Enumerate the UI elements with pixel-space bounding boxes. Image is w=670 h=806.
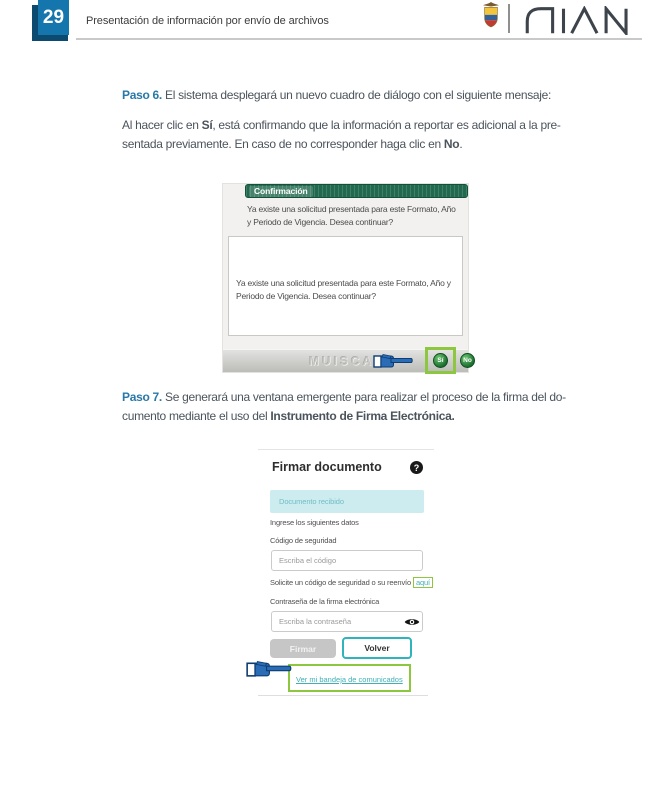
paso6-line1-cont: , está confirmando que la información a reportar es adicional a la pre- xyxy=(212,118,561,132)
header-divider xyxy=(76,38,642,40)
dialog-title: Confirmación xyxy=(249,186,313,197)
hand-pointing-right-icon xyxy=(246,656,294,682)
sign-dialog-title: Firmar documento xyxy=(272,460,382,474)
no-button[interactable]: No xyxy=(460,353,475,368)
resend-code-link[interactable]: aquí xyxy=(413,577,433,588)
page-number xyxy=(38,0,69,35)
paso6-no-word: No xyxy=(443,136,460,151)
top-divider xyxy=(258,449,434,450)
yes-button[interactable]: Sí xyxy=(433,353,448,368)
dialog-inner-message xyxy=(229,277,462,303)
logo-separator xyxy=(508,4,510,33)
paso7-line2: cumento mediante el uso del xyxy=(122,408,271,423)
bottom-divider xyxy=(258,695,428,696)
security-code-label: Código de seguridad xyxy=(270,536,337,545)
sign-button[interactable]: Firmar xyxy=(270,639,336,658)
confirmation-dialog-screenshot xyxy=(222,183,472,373)
dialog-message-line2: y Periodo de Vigencia. Desea continuar? xyxy=(247,217,394,228)
paso7-line1: Se generará una ventana emergente para realizar el proceso de la firma del do- xyxy=(164,390,566,404)
dian-logo-text xyxy=(0,0,1,1)
paso6-heading xyxy=(122,86,551,105)
instruction-text: Ingrese los siguientes datos xyxy=(270,518,359,527)
paso7-bold-phrase: Instrumento de Firma Electrónica. xyxy=(270,408,455,423)
dialog-button-bar xyxy=(223,349,472,372)
paso6-line2-end: . xyxy=(459,136,463,151)
paso7-paragraph xyxy=(122,388,566,425)
hand-pointing-right-icon xyxy=(373,350,415,372)
document-title: Presentación de información por envío de archivos xyxy=(86,15,329,27)
document-received-banner xyxy=(270,490,424,513)
dialog-title-bar xyxy=(245,184,468,198)
banner-text: Documento recibido xyxy=(279,497,344,506)
resend-text-label: Solicite un código de seguridad o su reenvío xyxy=(270,578,413,587)
page-number-text: 29 xyxy=(42,6,65,28)
sign-document-dialog-screenshot xyxy=(250,446,436,699)
inbox-link[interactable]: Ver mi bandeja de comunicados xyxy=(296,675,403,684)
password-label: Contraseña de la firma electrónica xyxy=(270,597,380,606)
help-icon[interactable]: ? xyxy=(410,461,423,474)
paso6-intro: El sistema desplegará un nuevo cuadro de diálogo con el siguiente mensaje: xyxy=(164,88,552,102)
resend-text xyxy=(270,578,433,587)
paso6-label: Paso 6. xyxy=(122,88,162,102)
dialog-message xyxy=(247,203,467,229)
back-button[interactable]: Volver xyxy=(342,637,412,659)
dialog-inner-line2: Periodo de Vigencia. Desea continuar? xyxy=(236,290,376,301)
security-code-input[interactable] xyxy=(271,550,423,571)
paso6-yes-word: Sí xyxy=(201,118,213,132)
paso6-line1: Al hacer clic en xyxy=(122,118,202,132)
dialog-inner-line1: Ya existe una solicitud presentada para este Formato, Año y xyxy=(236,278,451,288)
paso6-paragraph xyxy=(122,116,561,153)
muisca-watermark: MUISCA xyxy=(309,354,375,368)
paso7-label: Paso 7. xyxy=(122,390,162,404)
dialog-message-line1: Ya existe una solicitud presentada para este Formato, Año xyxy=(247,204,456,214)
dian-logo xyxy=(517,6,639,35)
colombia-coat-of-arms-icon xyxy=(480,2,502,34)
highlight-box-inbox-link xyxy=(288,664,411,692)
dialog-inner-panel xyxy=(228,236,463,336)
password-input[interactable] xyxy=(271,611,423,632)
paso6-line2: sentada previamente. En caso de no corresponder haga clic en xyxy=(122,136,444,151)
eye-icon[interactable] xyxy=(404,617,420,627)
